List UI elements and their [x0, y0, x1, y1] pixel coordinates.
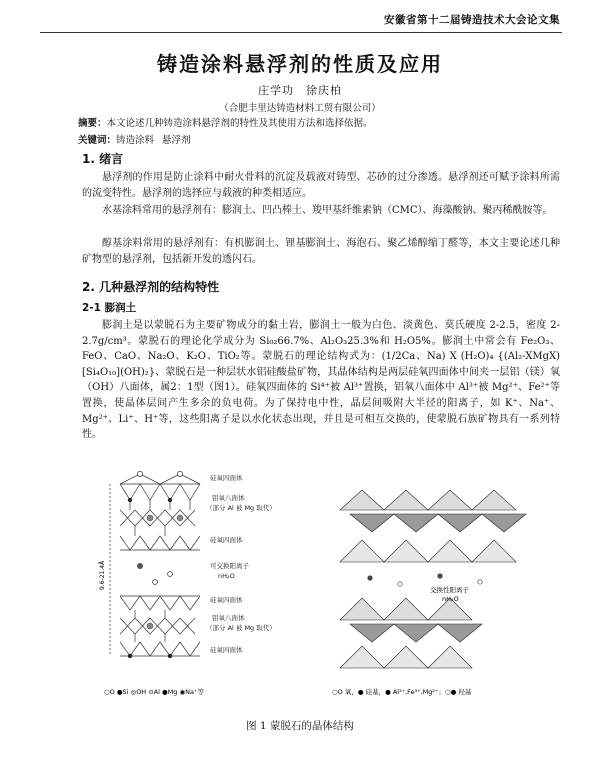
- atom-balls-left: [128, 471, 183, 658]
- section-2-1-heading: 2-1 膨润土: [82, 302, 137, 314]
- paper-affiliation: （合肥丰里达铸造材料工贸有限公司）: [219, 103, 381, 114]
- label-octa-low: 铝氧八面体: [212, 614, 245, 622]
- paper-title: 铸造涂料悬浮剂的性质及应用: [157, 52, 443, 76]
- abstract-label: 摘要：: [78, 118, 107, 129]
- keyword: 悬浮剂: [162, 135, 191, 146]
- label-water-right: nH₂O: [442, 595, 459, 603]
- label-octa-low-note: （部分 Al 被 Mg 取代）: [206, 624, 276, 632]
- label-octa-top-note: （部分 Al 被 Mg 取代）: [206, 504, 276, 512]
- crystal-structure-figure: [100, 470, 550, 700]
- header-rule: [40, 32, 562, 33]
- section-2-1-paragraph: 膨润土是以蒙脱石为主要矿物成分的黏土岩，膨润土一般为白色、淡黄色、莫氏硬度 2-2.5，密度 2-2.7g/cm³。蒙脱石的理论化学成分为 Si₀₂66.7%、Al₂O₃25.3%和 H₂O5%。膨润土中常会有 Fe₂O₃、FeO、CaO、Na₂O、K₂O、TiO₂等。蒙脱石的理论结构式为：(1/2Ca、Na) X (H₂O)₄ {(Al₂-XMgX) [Si₄O₁₀](OH)₂}、蒙脱石是一种层状水铝硅酸盐矿物，其晶体结构是两层硅氧四面体中间夹一层铝（镁）氧（OH）八面体，属2：1型（图1）。硅氧四面体的 Si⁴⁺被 Al³⁺置换，铝氧八面体中 Al³⁺被 Mg²⁺、Fe²⁺等置换，使晶体层间产生多余的负电荷。为了保持电中性，晶层间吸附大半径的阳离子，如 K⁺、Na⁺、Mg²⁺、Li⁺、H⁺等，这些阳离子是以水化状态出现，并且是可相互交换的，使蒙脱石族矿物具有一系列特性。: [82, 320, 560, 441]
- label-exchange: 可交换阳离子: [210, 562, 249, 570]
- keyword: 铸造涂料: [116, 135, 155, 146]
- interlayer-cations-right: [367, 573, 482, 586]
- keywords: [78, 132, 560, 146]
- abstract: [78, 117, 560, 131]
- section-1-heading: 1. 绪言: [82, 152, 124, 166]
- label-tetra-mid: 硅氧四面体: [210, 536, 243, 544]
- section-1-paragraph-3: 醇基涂料常用的悬浮剂有：有机膨润土、锂基膨润土、海泡石、聚乙烯醇缩丁醛等，本文主要论述几种矿物型的悬浮剂，包括新开发的透闪石。: [82, 238, 560, 265]
- section-1-paragraph-2: 水基涂料常用的悬浮剂有：膨润土、凹凸棒土、羧甲基纤维素钠（CMC）、海藻酸钠、聚丙稀酰胺等。: [102, 205, 553, 216]
- label-spacing: 9.6-21.4Å: [99, 560, 106, 590]
- label-water-left: nH₂O: [218, 572, 235, 580]
- layer-diagram-left: [110, 474, 200, 656]
- label-tetra-bottom: 硅氧四面体: [210, 646, 243, 654]
- abstract-text: 本文论述几种铸造涂料悬浮剂的特性及其使用方法和选择依据。: [106, 118, 373, 129]
- section-1-paragraph-1: 悬浮剂的作用是防止涂料中耐火骨料的沉淀及载液对铸型、芯砂的过分渗透。悬浮剂还可赋予涂料所需的流变特性。悬浮剂的选择应与载液的种类相适应。: [82, 172, 560, 199]
- section-2-heading: 2. 几种悬浮剂的结构特性: [82, 280, 220, 294]
- label-octa-top: 铝氧八面体: [212, 494, 245, 502]
- figure-caption: 图 1 蒙脱石的晶体结构: [246, 720, 354, 732]
- label-tetra-low: 硅氧四面体: [210, 596, 243, 604]
- legend-left: ○O ●Si ◎OH ⊙Al ●Mg ◉Na⁺等: [104, 688, 204, 696]
- label-tetra-top: 硅氧四面体: [210, 474, 243, 482]
- keywords-label: 关键词：: [78, 135, 117, 146]
- running-header: 安徽省第十二届铸造技术大会论文集: [384, 14, 560, 26]
- label-exchange-right: 交换性阳离子: [430, 586, 469, 594]
- legend-right: ○O 氧，● 硅基，● Al³⁺,Fe³⁺,Mg²⁺；○● 羟基: [332, 688, 472, 696]
- paper-authors: 庄学功 徐庆柏: [258, 84, 342, 97]
